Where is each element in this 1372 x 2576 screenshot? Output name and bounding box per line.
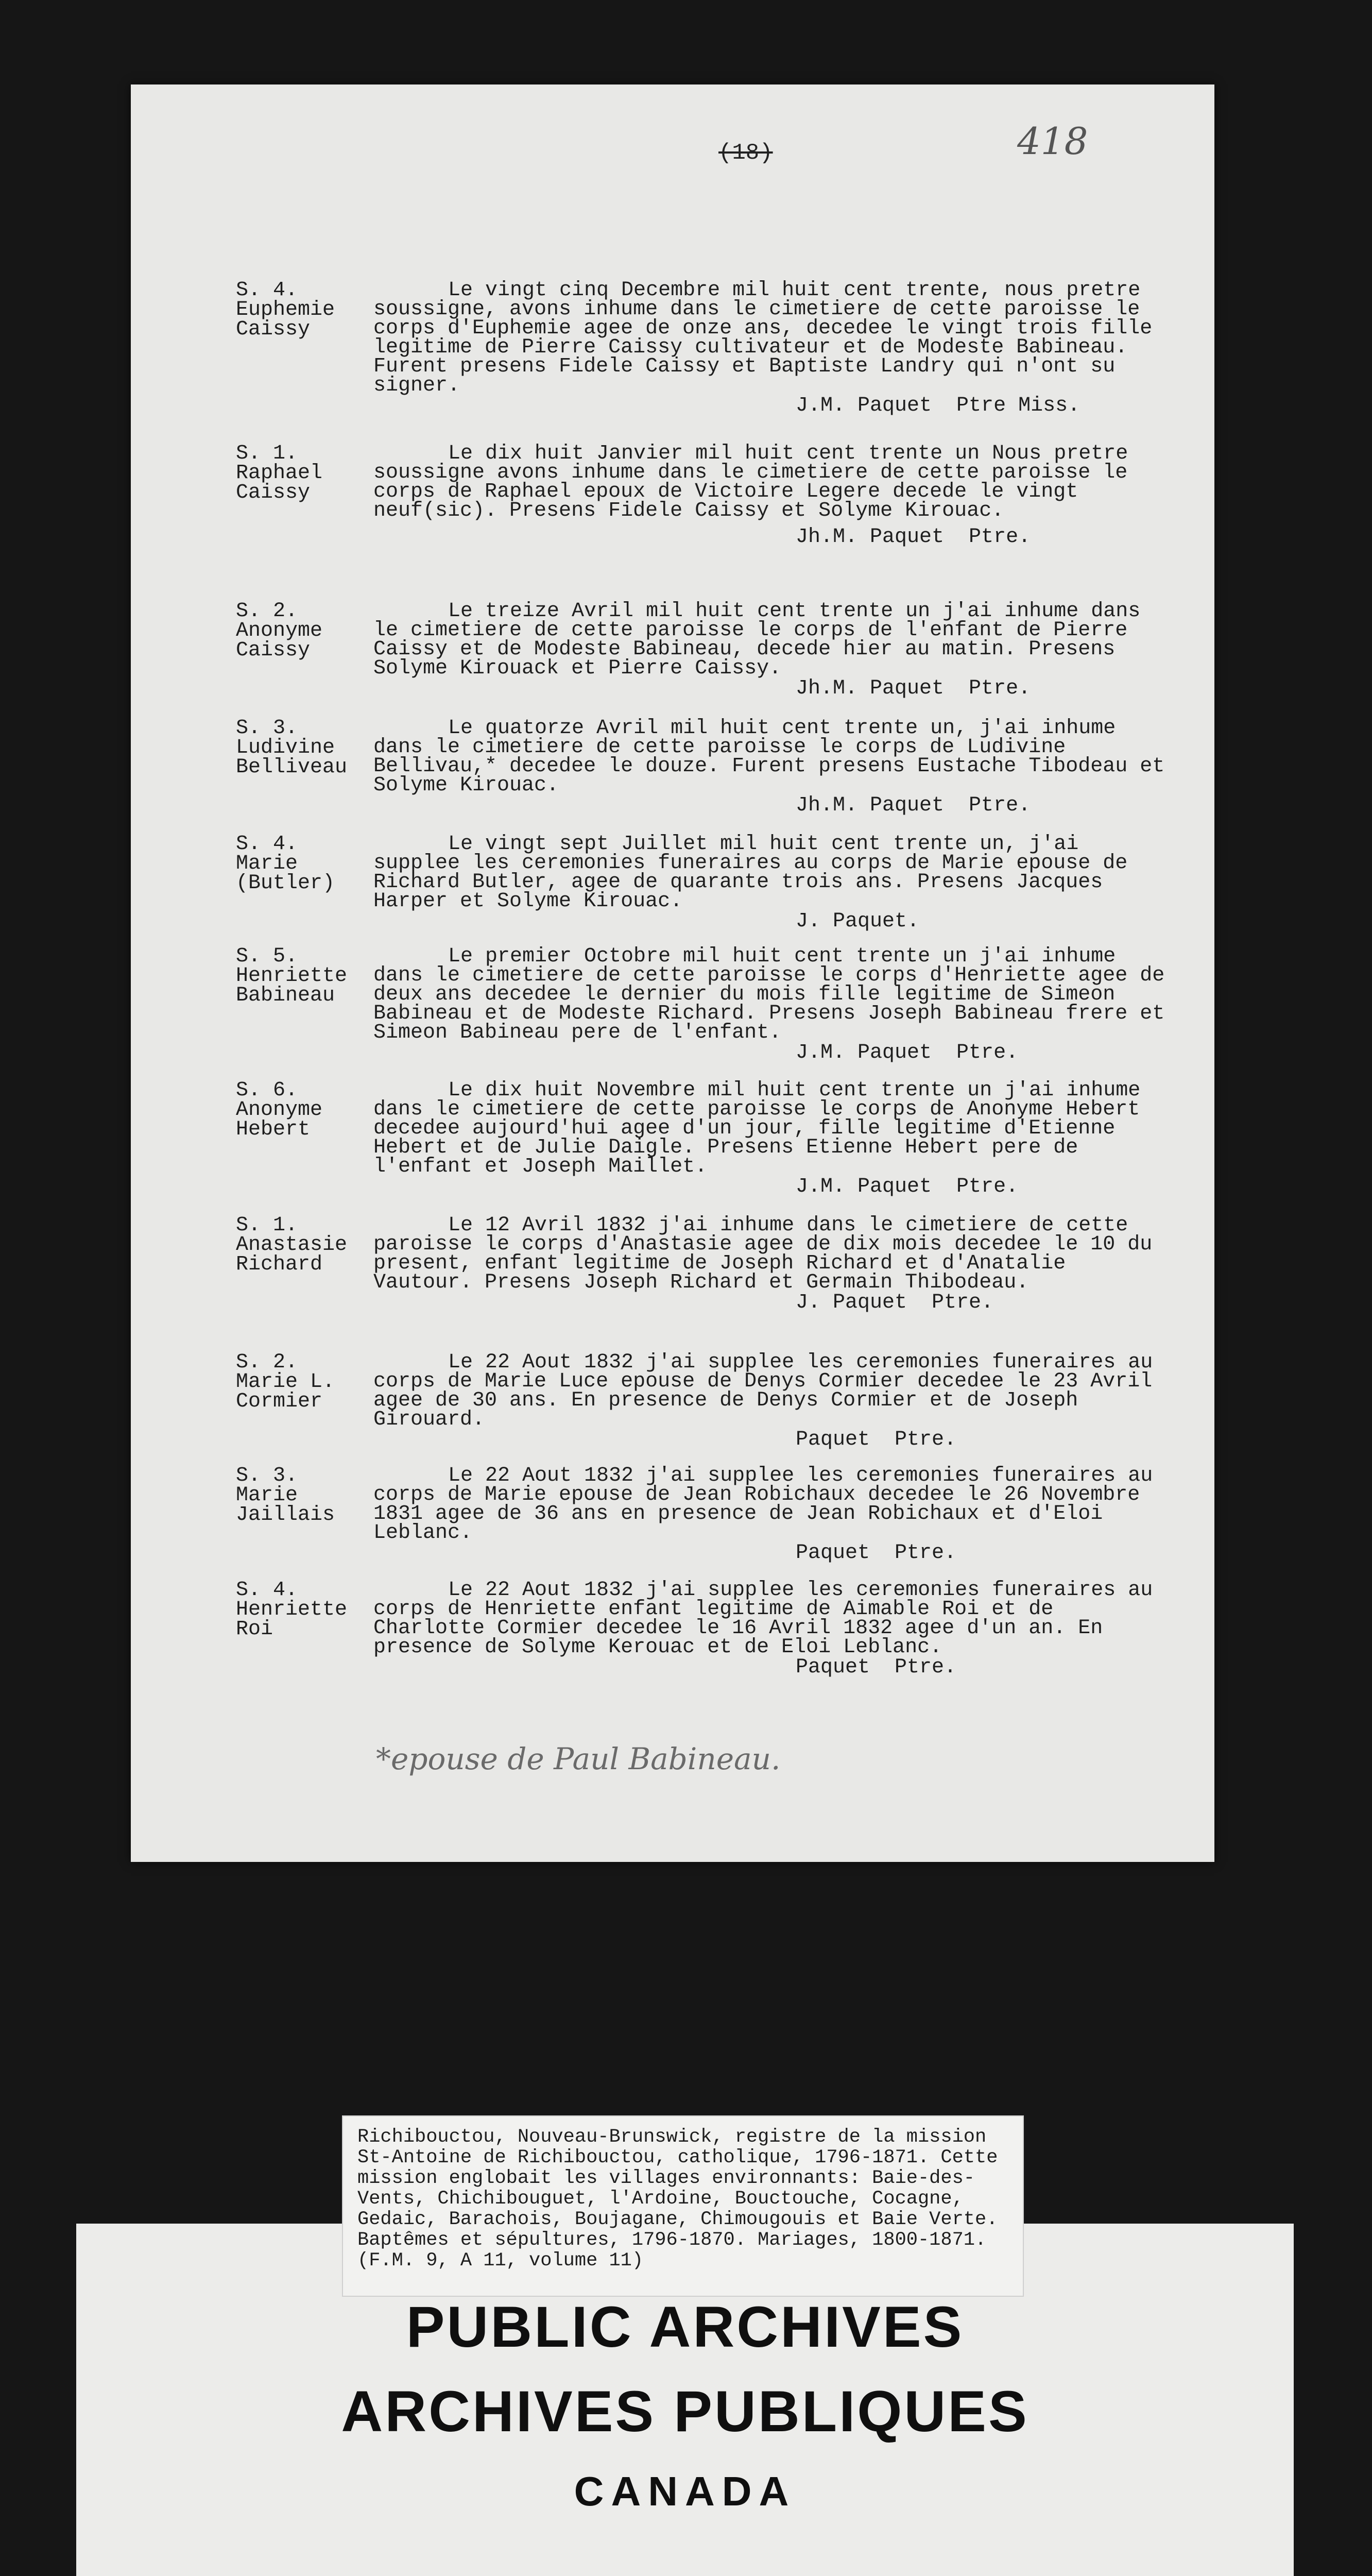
entry-text: Le dix huit Janvier mil huit cent trente un Nous pretre soussigne avons inhume dans le cimetiere de cette paroisse le corps de Raphael epoux de Victoire Legere decede le vingt neuf(sic). Presens Fidele Caissy et Solyme Kirouac. [373, 442, 1128, 522]
archives-title-english: PUBLIC ARCHIVES [406, 2295, 964, 2359]
entry-signature: Paquet Ptre. [796, 1541, 957, 1565]
archives-country: CANADA [574, 2468, 796, 2514]
entry-signature: Jh.M. Paquet Ptre. [796, 526, 1031, 549]
entry-signature: J. Paquet Ptre. [796, 1291, 994, 1314]
entry-signature: J.M. Paquet Ptre. [796, 1041, 1019, 1064]
handwritten-footnote: *epouse de Paul Babineau. [376, 1741, 781, 1776]
entry-margin-label: S. 1. Raphael Caissy [236, 442, 323, 504]
entry-signature: Jh.M. Paquet Ptre. [796, 794, 1031, 817]
entry-text: Le 12 Avril 1832 j'ai inhume dans le cimetiere de cette paroisse le corps d'Anastasie agee de dix mois decedee le 10 du present, enfant legitime de Joseph Richard et d'Anatalie Vautour. Presens Joseph Richard et Germain Thibodeau. [373, 1214, 1153, 1294]
page-number: (18) [718, 140, 773, 166]
archives-title-french: ARCHIVES PUBLIQUES [341, 2379, 1029, 2444]
entry-margin-label: S. 4. Euphemie Caissy [236, 279, 335, 341]
entry-margin-label: S. 6. Anonyme Hebert [236, 1079, 323, 1141]
entry-text: Le 22 Aout 1832 j'ai supplee les ceremonies funeraires au corps de Marie epouse de Jean Robichaux decedee le 26 Novembre 1831 agee de 36 ans en presence de Jean Robichaux et d'Eloi Leblanc. [373, 1464, 1153, 1545]
entry-margin-label: S. 4. Henriette Roi [236, 1579, 348, 1641]
entry-margin-label: S. 3. Marie Jaillais [236, 1464, 335, 1527]
entry-margin-label: S. 5. Henriette Babineau [236, 945, 348, 1007]
entry-margin-label: S. 2. Anonyme Caissy [236, 600, 323, 662]
entry-text: Le premier Octobre mil huit cent trente un j'ai inhume dans le cimetiere de cette paroisse le corps d'Henriette agee de deux ans decedee le dernier du mois fille legitime de Simeon Babineau et de Modeste Richard. Presens Joseph Babineau frere et Simeon Babineau pere de l'enfant. [373, 945, 1165, 1044]
entry-text: Le treize Avril mil huit cent trente un j'ai inhume dans le cimetiere de cette paroisse le corps de l'enfant de Pierre Caissy et de Modeste Babineau, decede hier au matin. Presens Solyme Kirouack et Pierre Caissy. [373, 600, 1141, 680]
entry-signature: J. Paquet. [796, 910, 920, 933]
entry-margin-label: S. 1. Anastasie Richard [236, 1214, 348, 1276]
entry-signature: Paquet Ptre. [796, 1656, 957, 1679]
entry-text: Le 22 Aout 1832 j'ai supplee les ceremonies funeraires au corps de Marie Luce epouse de Denys Cormier decedee le 23 Avril agee de 30 ans. En presence de Denys Cormier et de Joseph Girouard. [373, 1351, 1153, 1431]
entry-text: Le dix huit Novembre mil huit cent trente un j'ai inhume dans le cimetiere de cette paroisse le corps de Anonyme Hebert decedee aujourd'hui agee d'un jour, fille legitime d'Etienne Hebert et de Julie Daigle. Presens Etienne Hebert pere de l'enfant et Joseph Maillet. [373, 1079, 1141, 1178]
entry-signature: J.M. Paquet Ptre Miss. [796, 394, 1081, 417]
entry-text: Le vingt cinq Decembre mil huit cent trente, nous pretre soussigne, avons inhume dans le cimetiere de cette paroisse le corps d'Euphemie agee de onze ans, decedee le vingt trois fille legitime de Pierre Caissy cultivateur et de Modeste Babineau. Furent presens Fidele Caissy et Baptiste Landry qui n'ont su signer. [373, 279, 1153, 397]
entry-text: Le 22 Aout 1832 j'ai supplee les ceremonies funeraires au corps de Henriette enfant legitime de Aimable Roi et de Charlotte Cormier decedee le 16 Avril 1832 agee d'un an. En presence de Solyme Kerouac et de Eloi Leblanc. [373, 1579, 1153, 1659]
entry-signature: Paquet Ptre. [796, 1428, 957, 1451]
entry-signature: Jh.M. Paquet Ptre. [796, 677, 1031, 700]
entry-margin-label: S. 3. Ludivine Belliveau [236, 717, 348, 779]
entry-text: Le quatorze Avril mil huit cent trente un, j'ai inhume dans le cimetiere de cette paroisse le corps de Ludivine Bellivau,* decedee le douze. Furent presens Eustache Tibodeau et Solyme Kirouac. [373, 717, 1165, 797]
entry-signature: J.M. Paquet Ptre. [796, 1175, 1019, 1198]
handwritten-folio-number: 418 [1017, 120, 1088, 163]
entry-text: Le vingt sept Juillet mil huit cent trente un, j'ai supplee les ceremonies funeraires au corps de Marie epouse de Richard Butler, agee de quarante trois ans. Presens Jacques Harper et Solyme Kirouac. [373, 833, 1128, 913]
entry-margin-label: S. 2. Marie L. Cormier [236, 1351, 335, 1413]
entry-margin-label: S. 4. Marie (Butler) [236, 833, 335, 895]
archive-description-text: Richibouctou, Nouveau-Brunswick, registre de la mission St-Antoine de Richibouctou, catholique, 1796-1871. Cette mission englobait les villages environnants: Baie-des-Vents, Chichibouguet, l'Ardoine, Bouctouche, Cocagne, Gedaic, Barachois, Boujagane, Chimougouis et Baie Verte. Baptêmes et sépultures, 1796-1870. Mariages, 1800-1871. (F.M. 9, A 11, volume 11) [357, 2126, 998, 2272]
